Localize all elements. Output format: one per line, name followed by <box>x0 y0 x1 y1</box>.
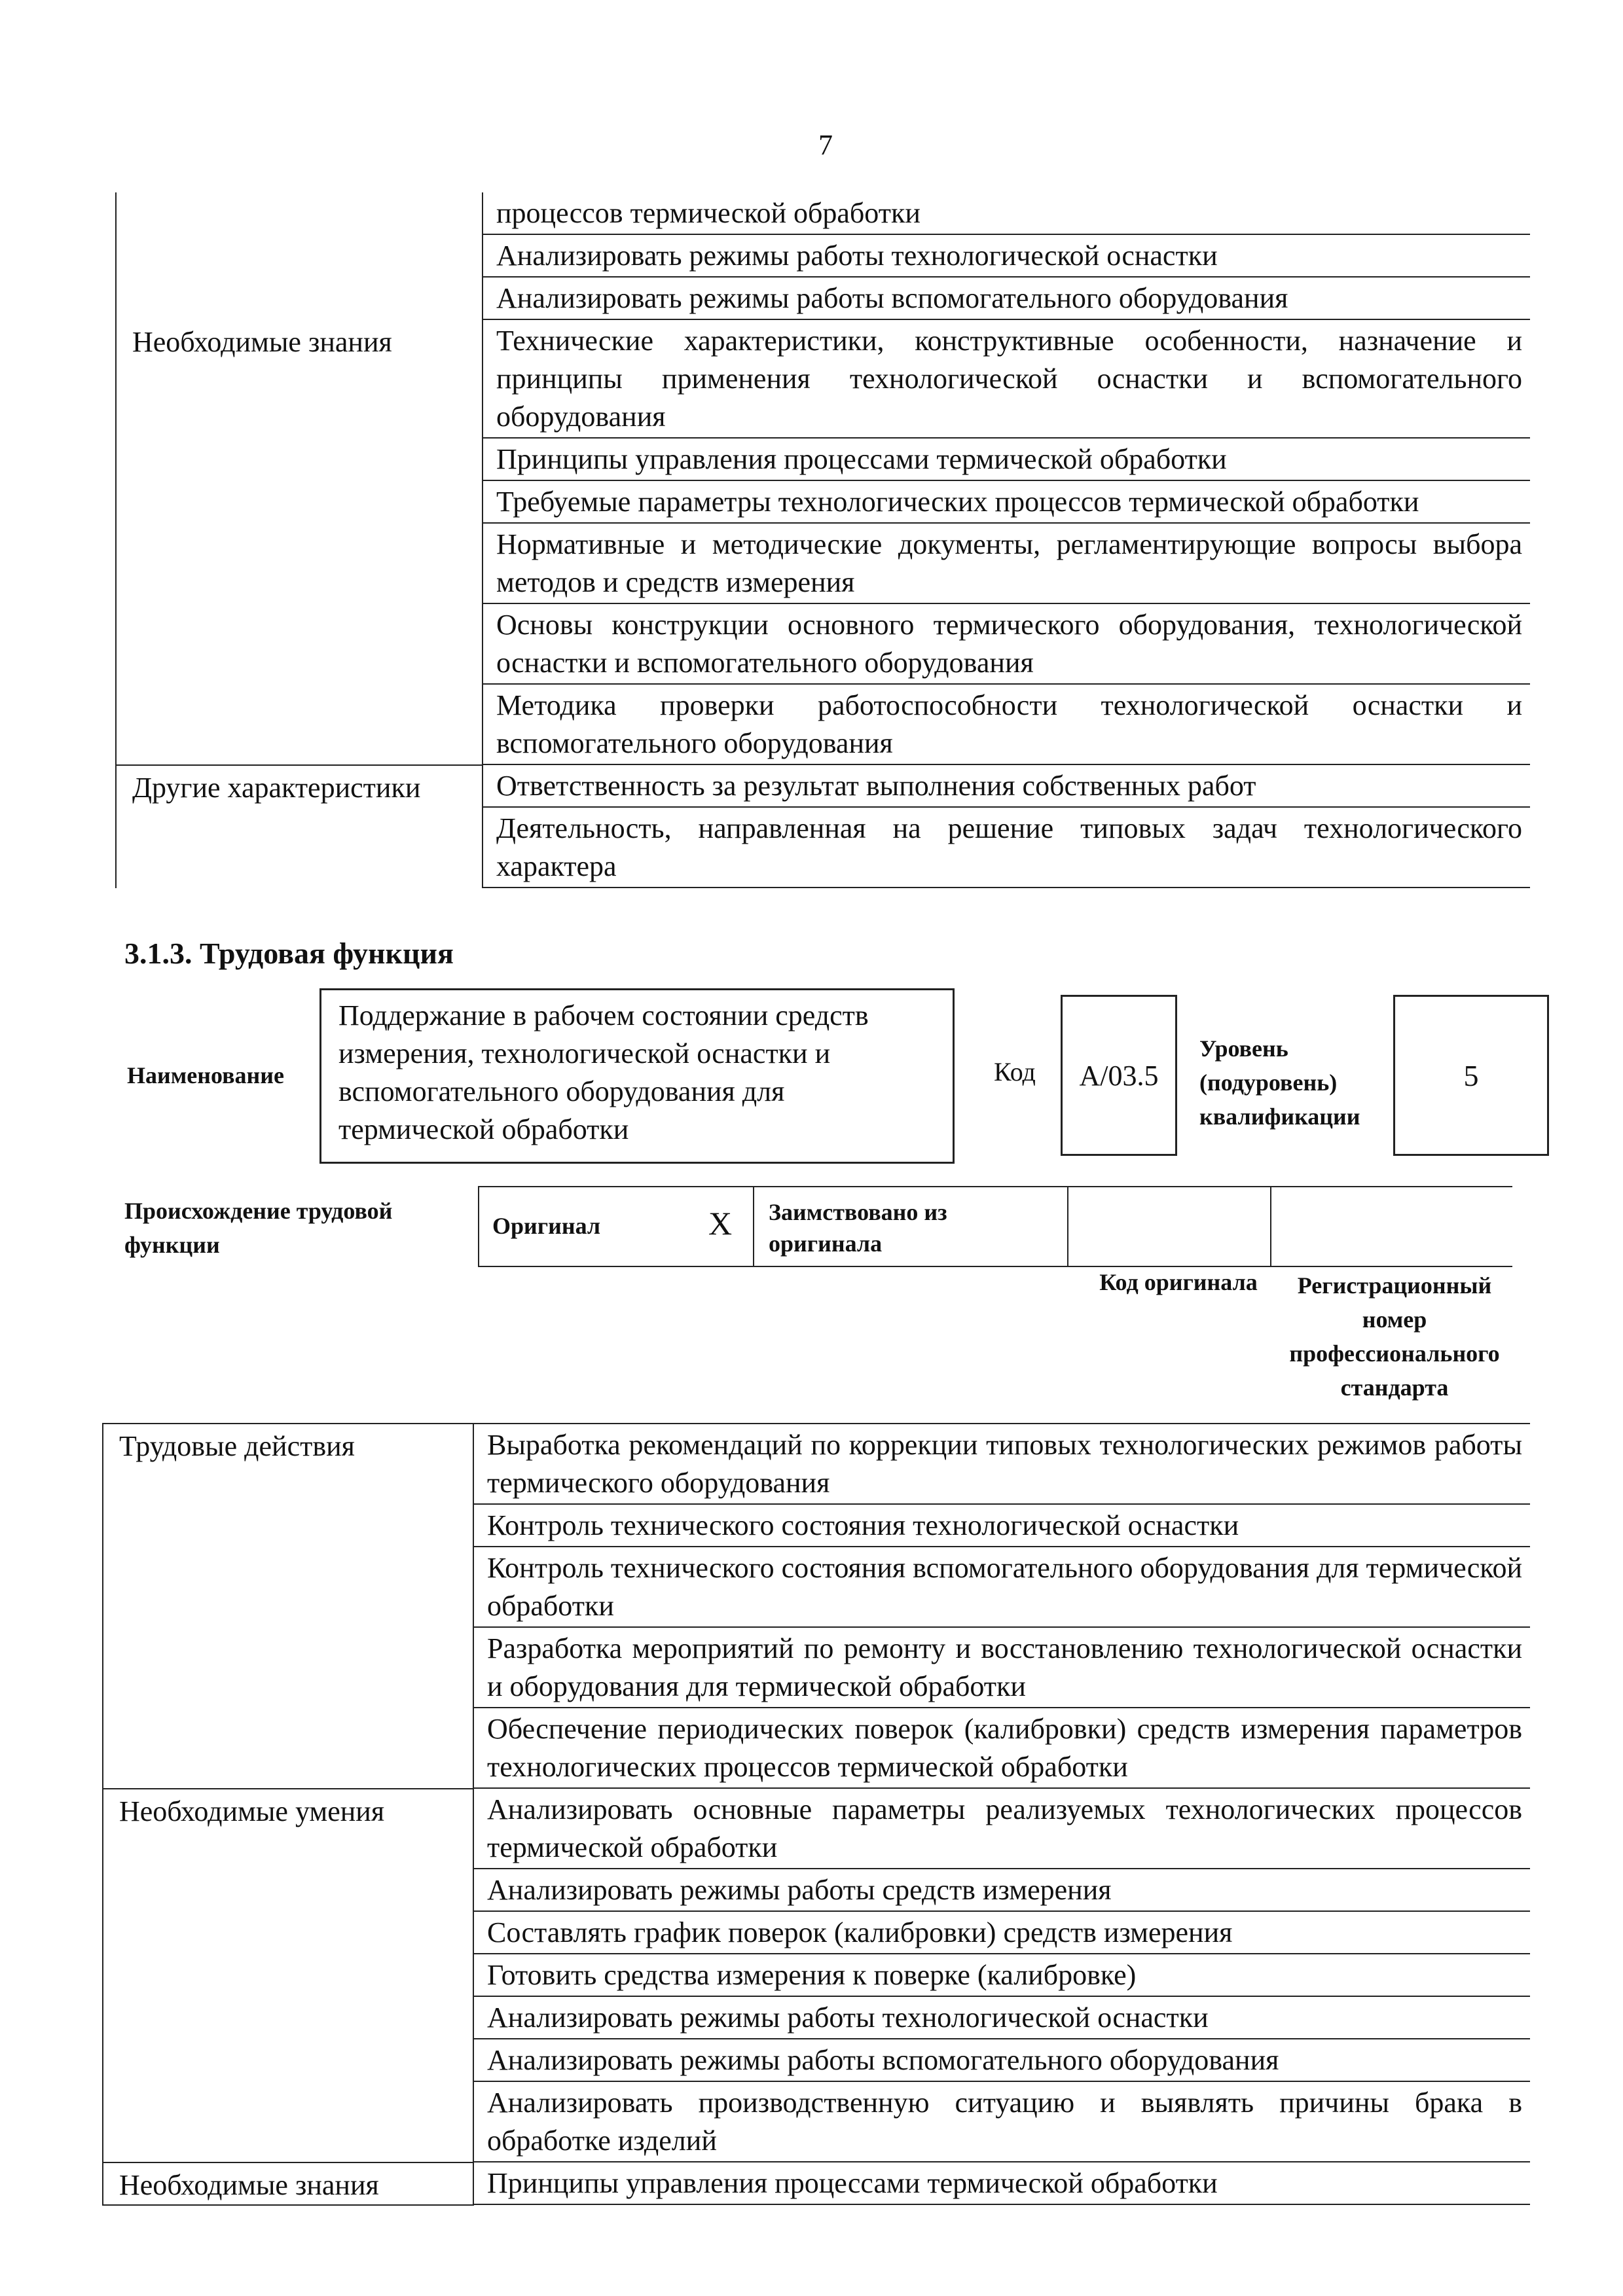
origin-label: Происхождение трудовой функции <box>124 1198 393 1258</box>
bottom-table <box>102 1423 1530 2206</box>
list-item: Контроль технического состояния технологической оснастки <box>474 1505 1530 1547</box>
reg-number-caption: Регистрационный номер профессионального стандарта <box>1289 1272 1500 1401</box>
borrowed-cell <box>753 1186 1067 1267</box>
list-item: Анализировать режимы работы технологической оснастки <box>474 1997 1530 2039</box>
name-label: Наименование <box>127 1062 284 1088</box>
table-row <box>103 1424 1530 1789</box>
list-item: Основы конструкции основного термического оборудования, технологической оснастки и вспомогательного оборудования <box>483 604 1530 685</box>
table-row <box>116 765 1530 888</box>
list-item: процессов термической обработки <box>483 192 1530 235</box>
list-item: Анализировать режимы работы вспомогательного оборудования <box>483 278 1530 320</box>
row-label: Другие характеристики <box>116 765 483 888</box>
list-item: Принципы управления процессами термической обработки <box>474 2162 1530 2205</box>
row-label: Необходимые умения <box>103 1789 473 2162</box>
level-label: Уровень (подуровень) квалификации <box>1199 1035 1360 1130</box>
list-item: Анализировать режимы работы технологической оснастки <box>483 235 1530 278</box>
section-heading: 3.1.3. Трудовая функция <box>124 937 454 970</box>
row-label: Необходимые знания <box>103 2162 473 2205</box>
code-original-caption: Код оригинала <box>1099 1269 1258 1295</box>
original-cell <box>478 1186 753 1267</box>
list-item: Методика проверки работоспособности технологической оснастки и вспомогательного оборудования <box>483 685 1530 765</box>
borrowed-label: Заимствовано из оригинала <box>769 1199 947 1257</box>
list-item: Выработка рекомендаций по коррекции типовых технологических режимов работы термического оборудования <box>474 1424 1530 1505</box>
list-item: Нормативные и методические документы, регламентирующие вопросы выбора методов и средств измерения <box>483 524 1530 604</box>
table-row <box>103 1789 1530 2162</box>
list-item: Анализировать производственную ситуацию и выявлять причины брака в обработке изделий <box>474 2082 1530 2162</box>
list-item: Принципы управления процессами термической обработки <box>483 439 1530 481</box>
list-item: Анализировать основные параметры реализуемых технологических процессов термической обработки <box>474 1789 1530 1869</box>
page-number: 7 <box>818 129 833 161</box>
table-row <box>116 192 1530 320</box>
list-item: Обеспечение периодических поверок (калибровки) средств измерения параметров технологических процессов термической обработки <box>474 1708 1530 1789</box>
list-item: Составлять график поверок (калибровки) средств измерения <box>474 1912 1530 1954</box>
list-item: Разработка мероприятий по ремонту и восстановлению технологической оснастки и оборудования для термической обработки <box>474 1628 1530 1708</box>
list-item: Контроль технического состояния вспомогательного оборудования для термической обработки <box>474 1547 1530 1628</box>
origin-row <box>478 1186 1512 1267</box>
code-label: Код <box>994 1057 1036 1086</box>
original-mark: X <box>708 1205 733 1242</box>
level-box: 5 <box>1393 995 1549 1156</box>
table-row <box>103 2162 1530 2205</box>
code-box: А/03.5 <box>1061 995 1177 1156</box>
list-item: Готовить средства измерения к поверке (калибровке) <box>474 1954 1530 1997</box>
list-item: Анализировать режимы работы средств измерения <box>474 1869 1530 1912</box>
row-label <box>116 192 483 320</box>
reg-number-cell <box>1270 1186 1512 1267</box>
list-item: Требуемые параметры технологических процессов термической обработки <box>483 481 1530 524</box>
list-item: Деятельность, направленная на решение типовых задач технологического характера <box>483 808 1530 888</box>
list-item: Ответственность за результат выполнения собственных работ <box>483 765 1530 808</box>
table-row <box>116 320 1530 765</box>
code-original-cell <box>1067 1186 1270 1267</box>
function-name-box: Поддержание в рабочем состоянии средств измерения, технологической оснастки и вспомогательного оборудования для термической обработки <box>319 988 955 1164</box>
row-label: Трудовые действия <box>103 1424 473 1789</box>
list-item: Технические характеристики, конструктивные особенности, назначение и принципы применения технологической оснастки и вспомогательного оборудования <box>483 320 1530 439</box>
top-table <box>115 192 1530 888</box>
row-label: Необходимые знания <box>116 320 483 765</box>
original-label: Оригинал <box>492 1213 601 1239</box>
list-item: Анализировать режимы работы вспомогательного оборудования <box>474 2039 1530 2082</box>
